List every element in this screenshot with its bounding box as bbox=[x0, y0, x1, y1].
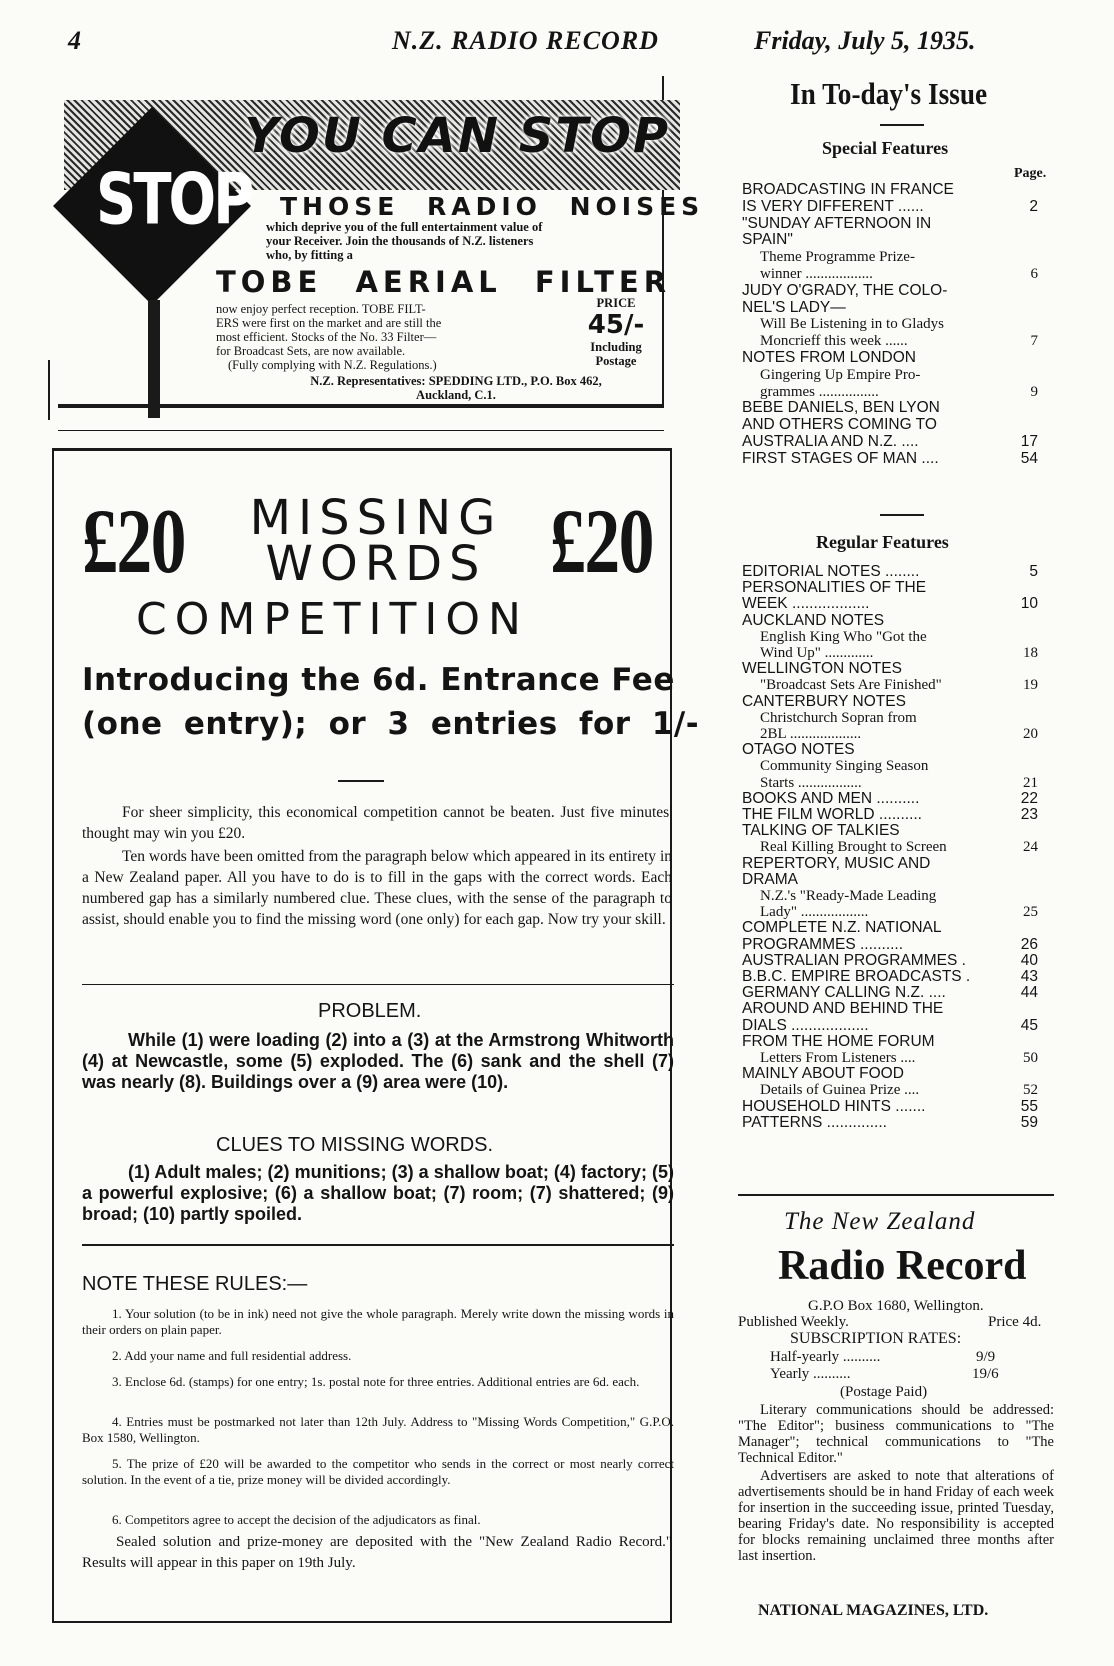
rule-item: 3. Enclose 6d. (stamps) for one entry; 1s. postal note for three entries. Additional entries are 6d. each. bbox=[112, 1374, 640, 1389]
toc-entry-text: PATTERNS .............. bbox=[742, 1113, 887, 1131]
toc-entry bbox=[742, 216, 1038, 232]
toc-entry-text: PROGRAMMES .......... bbox=[742, 935, 904, 953]
postage-note: (Postage Paid) bbox=[840, 1384, 928, 1400]
toc-entry-text: AUCKLAND NOTES bbox=[742, 611, 885, 629]
toc-entry-text: AROUND AND BEHIND THE bbox=[742, 1000, 944, 1018]
toc-entry bbox=[742, 969, 1038, 985]
toc-entry-text: Theme Programme Prize- bbox=[760, 249, 915, 266]
title-competition: COMPETITION bbox=[136, 594, 529, 645]
toc-entry bbox=[760, 710, 1038, 726]
masthead-title: Radio Record bbox=[778, 1243, 1027, 1289]
toc-entry-text: AUSTRALIA AND N.Z. .... bbox=[742, 433, 919, 450]
toc-entry bbox=[742, 1018, 1038, 1034]
toc-entry bbox=[760, 249, 1038, 265]
toc-entry bbox=[742, 283, 1038, 299]
toc-entry-text: grammes ................ bbox=[760, 383, 879, 400]
toc-entry-text: Gingering Up Empire Pro- bbox=[760, 366, 921, 383]
page-number: 4 bbox=[68, 26, 81, 55]
publisher-name: NATIONAL MAGAZINES, LTD. bbox=[758, 1602, 989, 1619]
toc-entry-text: THE FILM WORLD .......... bbox=[742, 806, 922, 823]
divider bbox=[880, 514, 924, 516]
masthead-published: Published Weekly. bbox=[738, 1314, 849, 1330]
banner-text: YOU CAN STOP bbox=[244, 108, 671, 164]
toc-entry bbox=[742, 920, 1038, 936]
ad-body-line: most efficient. Stocks of the No. 33 Filter— bbox=[216, 330, 437, 344]
toc-entry-text: AND OTHERS COMING TO bbox=[742, 416, 937, 434]
rule-item: 6. Competitors agree to accept the decision of the adjudicators as final. bbox=[112, 1512, 481, 1527]
toc-entry bbox=[742, 807, 1038, 823]
toc-page-number: 20 bbox=[1023, 726, 1038, 742]
toc-entry-text: English King Who "Got the bbox=[760, 628, 927, 645]
title-words: WORDS bbox=[265, 536, 487, 592]
toc-page-number: 55 bbox=[1020, 1097, 1038, 1115]
communications-notice: Literary communications should be addressed: "The Editor"; business communications to "The Manager"; technical communications to "The Technical Editor." bbox=[738, 1402, 1054, 1466]
ad-body-line: for Broadcast Sets, are now available. bbox=[216, 344, 406, 358]
toc-entry bbox=[760, 384, 1038, 400]
toc-entry-text: "SUNDAY AFTERNOON IN bbox=[742, 214, 932, 232]
toc-entry-text: EDITORIAL NOTES ........ bbox=[742, 563, 920, 580]
toc-page-number: 19 bbox=[1023, 677, 1038, 694]
rules-title: NOTE THESE RULES:— bbox=[82, 1273, 308, 1295]
publication-name: N.Z. RADIO RECORD bbox=[392, 26, 659, 55]
toc-entry-text: B.B.C. EMPIRE BROADCASTS . bbox=[742, 968, 971, 985]
toc-entry bbox=[760, 1050, 1038, 1066]
rule-item: 4. Entries must be postmarked not later than 12th July. Address to "Missing Words Competition," G.P.O. Box 1580, Wellington. bbox=[82, 1414, 674, 1445]
toc-entry bbox=[742, 1034, 1038, 1050]
toc-entry bbox=[742, 953, 1038, 969]
toc-entry bbox=[742, 694, 1038, 710]
toc-entry bbox=[742, 985, 1038, 1001]
toc-entry-text: Starts ................. bbox=[760, 774, 862, 791]
masthead-price: Price 4d. bbox=[988, 1314, 1042, 1330]
toc-page-number: 9 bbox=[1030, 383, 1038, 400]
rule-item: 2. Add your name and full residential address. bbox=[112, 1348, 352, 1363]
toc-entry bbox=[760, 726, 1038, 742]
toc-entry-text: NEL'S LADY— bbox=[742, 298, 846, 316]
representatives-line: Auckland, C.1. bbox=[416, 388, 496, 402]
toc-page-number: 5 bbox=[1029, 563, 1038, 580]
toc-entry-text: DRAMA bbox=[742, 870, 798, 888]
toc-page-number: 22 bbox=[1020, 789, 1038, 807]
prize-left: £20 bbox=[82, 490, 185, 592]
masthead-address: G.P.O Box 1680, Wellington. bbox=[808, 1298, 984, 1314]
rule-item: 1. Your solution (to be in ink) need not give the whole paragraph. Merely write down the missing words in their orders on plain paper. bbox=[82, 1306, 674, 1337]
toc-entry bbox=[742, 434, 1038, 450]
ad-lead-line: who, by fitting a bbox=[266, 248, 353, 262]
intro-paragraph: For sheer simplicity, this economical competition cannot be beaten. Just five minutes' thought may win you £20. bbox=[82, 804, 672, 842]
toc-entry-text: Wind Up" ............. bbox=[760, 645, 874, 661]
clues-text: (1) Adult males; (2) munitions; (3) a shallow boat; (4) factory; (5) a powerful explosive; (6) a shallow boat; (7) room; (7) shattered; (9) broad; (10) partly spoiled. bbox=[82, 1162, 674, 1224]
rate-half-yearly: Half-yearly .......... bbox=[770, 1349, 881, 1365]
toc-entry-text: MAINLY ABOUT FOOD bbox=[742, 1065, 904, 1083]
toc-entry bbox=[742, 400, 1038, 416]
closing-note: Sealed solution and prize-money are deposited with the "New Zealand Radio Record." Results will appear in this paper on 19th July. bbox=[82, 1534, 672, 1571]
toc-entry bbox=[760, 316, 1038, 332]
toc-entry bbox=[760, 1082, 1038, 1098]
toc-entry bbox=[760, 266, 1038, 282]
ad-body-line: now enjoy perfect reception. TOBE FILT- bbox=[216, 302, 426, 316]
problem-text: While (1) were loading (2) into a (3) at the Armstrong Whitworth (4) at Newcastle, some (5) exploded. The (6) sank and the shell (7) was nearly (8). Buildings over a (9) area were (10). bbox=[82, 1030, 674, 1092]
toc-page-number: 18 bbox=[1023, 645, 1038, 661]
toc-entry bbox=[742, 199, 1038, 215]
ad-bottom-rule-thin bbox=[58, 430, 664, 431]
sign-post bbox=[148, 300, 160, 418]
rule-item: 5. The prize of £20 will be awarded to the competitor who sends in the correct or most nearly correct solution. In the event of a tie, prize money will be divided accordingly. bbox=[82, 1456, 674, 1487]
toc-entry-text: TALKING OF TALKIES bbox=[742, 822, 900, 840]
toc-entry-text: DIALS .................. bbox=[742, 1016, 869, 1034]
stop-sign-text: STOP bbox=[96, 159, 252, 242]
toc-entry bbox=[760, 367, 1038, 383]
prize-right: £20 bbox=[550, 490, 653, 592]
rate-yearly: Yearly .......... bbox=[770, 1366, 851, 1382]
toc-entry bbox=[742, 417, 1038, 433]
toc-entry-text: IS VERY DIFFERENT ...... bbox=[742, 197, 924, 215]
toc-entry-text: BEBE DANIELS, BEN LYON bbox=[742, 399, 940, 417]
toc-entry-text: Real Killing Brought to Screen bbox=[760, 839, 947, 856]
problem-title: PROBLEM. bbox=[318, 1000, 422, 1022]
intro-line-2: (one entry); or 3 entries for 1/- bbox=[82, 706, 700, 742]
divider bbox=[82, 984, 674, 985]
special-features-title: Special Features bbox=[822, 138, 949, 158]
toc-entry-text: BOOKS AND MEN .......... bbox=[742, 789, 920, 807]
price-label: PRICE bbox=[596, 296, 636, 310]
toc-page-number: 7 bbox=[1030, 333, 1038, 350]
toc-entry bbox=[742, 1066, 1038, 1082]
intro-line-1: Introducing the 6d. Entrance Fee bbox=[82, 662, 675, 698]
toc-entry bbox=[742, 596, 1038, 612]
toc-entry-text: FIRST STAGES OF MAN .... bbox=[742, 449, 939, 467]
toc-page-number: 43 bbox=[1020, 968, 1038, 985]
ad-lead bbox=[266, 220, 542, 262]
rate-yearly-price: 19/6 bbox=[972, 1366, 999, 1382]
toc-page-number: 21 bbox=[1023, 774, 1038, 791]
divider bbox=[82, 1244, 674, 1246]
toc-entry bbox=[742, 937, 1038, 953]
divider bbox=[738, 1194, 1054, 1196]
toc-entry-text: Moncrieff this week ...... bbox=[760, 333, 908, 350]
toc-entry-text: OTAGO NOTES bbox=[742, 741, 855, 759]
advertisers-notice: Advertisers are asked to note that alterations of advertisements should be in hand Friday of each week for insertion in the succeeding issue, printed Tuesday, bearing Friday's date. No responsibility is accepted for blocks remaining unclaimed three months after last insertion. bbox=[738, 1468, 1054, 1564]
toc-entry bbox=[760, 645, 1038, 661]
toc-entry-text: Letters From Listeners .... bbox=[760, 1050, 916, 1066]
price-note: Including bbox=[590, 340, 642, 354]
toc-entry bbox=[742, 661, 1038, 677]
rate-half-yearly-price: 9/9 bbox=[976, 1349, 996, 1365]
ad-lead-line: your Receiver. Join the thousands of N.Z. listeners bbox=[266, 234, 534, 248]
contents-title: In To-day's Issue bbox=[790, 76, 988, 111]
toc-entry-text: REPERTORY, MUSIC AND bbox=[742, 854, 931, 872]
toc-entry bbox=[760, 775, 1038, 791]
issue-date: Friday, July 5, 1935. bbox=[754, 26, 976, 55]
ad-bottom-rule bbox=[58, 404, 664, 408]
toc-entry bbox=[742, 1115, 1038, 1131]
toc-entry bbox=[760, 629, 1038, 645]
toc-entry-text: FROM THE HOME FORUM bbox=[742, 1032, 935, 1050]
toc-entry bbox=[760, 888, 1038, 904]
toc-page-number: 44 bbox=[1020, 984, 1038, 1002]
toc-entry bbox=[742, 350, 1038, 366]
subscription-title: SUBSCRIPTION RATES: bbox=[790, 1330, 962, 1347]
page-column-label: Page. bbox=[1014, 166, 1047, 181]
toc-entry bbox=[760, 677, 1038, 693]
instructions-paragraph: Ten words have been omitted from the paragraph below which appeared in its entirety in a New Zealand paper. All you have to do is to fill in the gaps with the correct words. Each numbered gap has a similarly numbered clue. These clues, with the sense of the paragraph to assist, should enable you to find the missing word (one only) for each gap. Now try your skill. bbox=[82, 848, 672, 928]
toc-entry-text: "Broadcast Sets Are Finished" bbox=[760, 677, 942, 694]
left-edge-rule bbox=[48, 360, 50, 420]
representatives-line: N.Z. Representatives: SPEDDING LTD., P.O. Box 462, bbox=[310, 374, 602, 388]
toc-entry bbox=[742, 580, 1038, 596]
toc-entry-text: N.Z.'s "Ready-Made Leading bbox=[760, 888, 937, 904]
divider bbox=[338, 780, 384, 782]
product-name: TOBE AERIAL FILTER bbox=[216, 265, 672, 299]
toc-entry bbox=[742, 182, 1038, 198]
ad-body bbox=[216, 302, 546, 372]
toc-entry bbox=[742, 232, 1038, 248]
toc-entry-text: GERMANY CALLING N.Z. .... bbox=[742, 984, 946, 1002]
toc-entry bbox=[760, 758, 1038, 774]
ad-body-line: (Fully complying with N.Z. Regulations.) bbox=[228, 358, 437, 372]
toc-page-number: 25 bbox=[1023, 904, 1038, 921]
toc-entry-text: CANTERBURY NOTES bbox=[742, 692, 906, 710]
clues-title: CLUES TO MISSING WORDS. bbox=[216, 1134, 494, 1156]
divider bbox=[880, 124, 924, 126]
ad-lead-line: which deprive you of the full entertainment value of bbox=[266, 220, 543, 234]
toc-entry-text: Christchurch Sopran from bbox=[760, 709, 917, 726]
toc-page-number: 23 bbox=[1020, 806, 1038, 823]
toc-entry bbox=[742, 823, 1038, 839]
toc-entry-text: WEEK .................. bbox=[742, 595, 870, 613]
title-missing: MISSING bbox=[249, 490, 503, 546]
toc-entry bbox=[742, 791, 1038, 807]
toc-entry bbox=[760, 839, 1038, 855]
toc-entry bbox=[742, 300, 1038, 316]
toc-entry bbox=[742, 872, 1038, 888]
toc-entry bbox=[742, 451, 1038, 467]
toc-page-number: 52 bbox=[1023, 1082, 1038, 1099]
toc-entry bbox=[742, 742, 1038, 758]
toc-entry-text: SPAIN" bbox=[742, 231, 793, 249]
ad-headline: THOSE RADIO NOISES bbox=[280, 192, 705, 221]
toc-entry-text: winner .................. bbox=[760, 266, 873, 282]
toc-page-number: 59 bbox=[1020, 1113, 1038, 1131]
toc-page-number: 17 bbox=[1020, 433, 1038, 450]
toc-entry bbox=[742, 613, 1038, 629]
toc-page-number: 26 bbox=[1020, 935, 1038, 953]
price-block bbox=[566, 296, 666, 368]
toc-page-number: 40 bbox=[1020, 951, 1038, 969]
toc-page-number: 6 bbox=[1030, 266, 1038, 282]
toc-entry-text: 2BL ................... bbox=[760, 726, 862, 742]
toc-page-number: 2 bbox=[1029, 197, 1038, 215]
ad-representatives bbox=[246, 374, 666, 402]
toc-entry-text: Community Singing Season bbox=[760, 758, 929, 775]
toc-entry-text: BROADCASTING IN FRANCE bbox=[742, 181, 954, 198]
toc-entry-text: COMPLETE N.Z. NATIONAL bbox=[742, 919, 942, 937]
toc-page-number: 24 bbox=[1023, 839, 1038, 856]
toc-page-number: 50 bbox=[1023, 1050, 1038, 1066]
toc-entry-text: Details of Guinea Prize .... bbox=[760, 1082, 920, 1099]
toc-entry bbox=[742, 564, 1038, 580]
toc-entry-text: HOUSEHOLD HINTS ....... bbox=[742, 1097, 926, 1115]
toc-page-number: 45 bbox=[1020, 1016, 1038, 1034]
ad-body-line: ERS were first on the market and are still the bbox=[216, 316, 442, 330]
price-value: 45/- bbox=[587, 310, 645, 340]
toc-entry bbox=[742, 856, 1038, 872]
price-note: Postage bbox=[595, 354, 637, 368]
toc-entry bbox=[742, 1099, 1038, 1115]
toc-entry-text: AUSTRALIAN PROGRAMMES . bbox=[742, 951, 966, 969]
toc-entry-text: WELLINGTON NOTES bbox=[742, 660, 902, 678]
toc-entry-text: Lady" .................. bbox=[760, 904, 869, 921]
toc-entry-text: JUDY O'GRADY, THE COLO- bbox=[742, 281, 948, 299]
toc-entry bbox=[760, 904, 1038, 920]
toc-entry-text: NOTES FROM LONDON bbox=[742, 349, 916, 366]
toc-entry bbox=[742, 1001, 1038, 1017]
toc-entry bbox=[760, 333, 1038, 349]
regular-features-title: Regular Features bbox=[816, 532, 949, 552]
toc-page-number: 54 bbox=[1020, 449, 1038, 467]
toc-page-number: 10 bbox=[1020, 595, 1038, 613]
masthead-the-nz: The New Zealand bbox=[784, 1208, 976, 1235]
toc-entry-text: Will Be Listening in to Gladys bbox=[760, 316, 944, 333]
toc-entry-text: PERSONALITIES OF THE bbox=[742, 579, 927, 597]
